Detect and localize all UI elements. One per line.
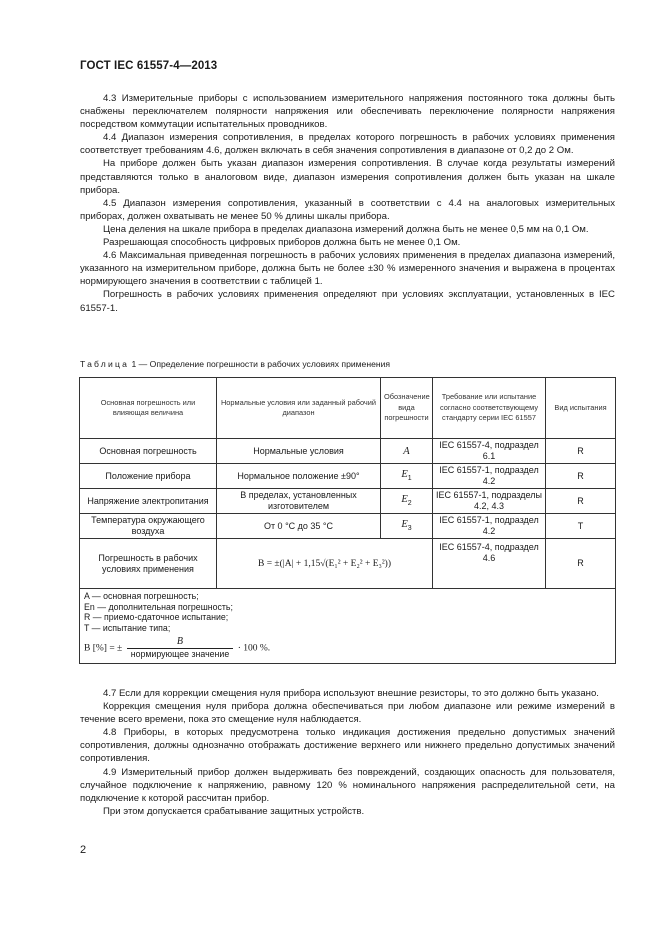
requirement-cell: IEC 61557-4, подраздел 6.1	[433, 439, 546, 464]
paragraph: Погрешность в рабочих условиях применения определяют при условиях эксплуатации, установленных в IEC 61557-1.	[80, 289, 615, 314]
error-formula: B = ±(|A| + 1,15√(E₁² + E₂² + E₃²))	[257, 558, 392, 569]
table-header-row	[80, 378, 616, 439]
paragraph: При этом допускается срабатывание защитных устройств.	[103, 805, 365, 817]
symbol-subscript: 2	[407, 499, 412, 507]
header-cell: Основная погрешность или влияющая величина	[80, 378, 217, 439]
legend-formula-lhs: B [%] = ±	[84, 643, 123, 654]
paragraph: 4.4 Диапазон измерения сопротивления, в пределах которого погрешность в рабочих условиях применения соответствует требованиям 4.6, должен включать в себя значения сопротивления в диапазоне от 0,2 до 2 Ом.	[80, 132, 615, 157]
paragraph: Коррекция смещения нуля прибора должна обеспечиваться при любом диапазоне или режиме измерений в течение всего времени, пока это смещение нуля наблюдается.	[80, 701, 615, 726]
test-cell: R	[546, 439, 616, 464]
legend-line: T — испытание типа;	[84, 622, 171, 633]
symbol-cell	[381, 464, 433, 489]
legend-formula-rhs: · 100 %.	[237, 643, 271, 654]
symbol-cell	[381, 439, 433, 464]
requirement-cell: IEC 61557-1, подраздел 4.2	[433, 464, 546, 489]
legend-line: R — приемо-сдаточное испытание;	[84, 612, 229, 623]
table-legend-row	[80, 589, 616, 664]
symbol: E	[401, 468, 408, 480]
table-row	[80, 489, 616, 514]
symbol: E	[401, 493, 408, 505]
fraction-denominator: нормирующее значение	[130, 648, 230, 659]
requirement-cell: IEC 61557-1, подраздел 4.2	[433, 514, 546, 539]
symbol: E	[401, 518, 408, 530]
paragraph: 4.8 Приборы, в которых предусмотрена только индикация достижения предельно допустимых значений сопротивления, должны однозначно отображать достижение верхнего или нижнего предельно допустимых значений сопротивления.	[80, 727, 615, 765]
conditions-cell: Нормальные условия	[217, 439, 381, 464]
conditions-cell: От 0 °С до 35 °С	[217, 514, 381, 539]
requirement-cell: IEC 61557-1, подразделы 4.2, 4.3	[433, 489, 546, 514]
paragraph: 4.5 Диапазон измерения сопротивления, указанный в соответствии с 4.4 на аналоговых измерительных приборах, должен охватывать не менее 50 % длины шкалы прибора.	[80, 197, 615, 222]
fraction-numerator: B	[127, 637, 234, 649]
paragraph: 4.3 Измерительные приборы с использованием измерительного напряжения постоянного тока должны быть снабжены переключателем полярности напряжения или обеспечивать переключение полярности напряжения посредством коммутации испытательных проводников.	[80, 93, 615, 131]
conditions-cell: Нормальное положение ±90°	[217, 464, 381, 489]
legend-formula	[84, 637, 611, 659]
paragraph: На приборе должен быть указан диапазон измерения сопротивления. В случае когда результаты измерений представляются только в аналоговом виде, диапазон измерения сопротивления должен быть указан на шкале прибора.	[80, 158, 615, 196]
test-cell: R	[546, 464, 616, 489]
test-cell: T	[546, 514, 616, 539]
error-table	[79, 377, 616, 664]
document-header: ГОСТ IEC 61557-4—2013	[80, 60, 218, 72]
table-row	[80, 464, 616, 489]
symbol-subscript: 3	[407, 524, 412, 532]
formula-cell	[217, 539, 433, 589]
body-text-top	[80, 92, 615, 315]
quantity-cell: Напряжение электропитания	[80, 489, 217, 514]
quantity-cell: Температура окружающего воздуха	[80, 514, 217, 539]
test-cell: R	[546, 539, 616, 589]
conditions-cell: В пределах, установленных изготовителем	[217, 489, 381, 514]
table-caption	[80, 359, 390, 369]
quantity-cell: Погрешность в рабочих условиях применения	[80, 539, 217, 589]
header-cell: Обозначение вида погрешности	[381, 378, 433, 439]
table-row	[80, 514, 616, 539]
table-caption-text: 1 — Определение погрешности в рабочих условиях применения	[131, 359, 391, 369]
table-caption-label: Таблица	[80, 359, 130, 369]
legend-line: En — дополнительная погрешность;	[84, 601, 233, 612]
table-row	[80, 439, 616, 464]
page-number: 2	[80, 844, 87, 856]
test-cell: R	[546, 489, 616, 514]
header-cell: Требование или испытание согласно соответствующему стандарту серии IEC 61557	[433, 378, 546, 439]
requirement-cell: IEC 61557-4, подраздел 4.6	[433, 539, 546, 589]
legend-cell	[80, 589, 616, 664]
paragraph: 4.9 Измерительный прибор должен выдерживать без повреждений, создающих опасность для пользователя, случайное подключение к напряжению, равному 120 % номинального напряжения распределительной сети, на подключение к которой рассчитан прибор.	[80, 766, 615, 804]
paragraph: Разрешающая способность цифровых приборов должна быть не менее 0,1 Ом.	[103, 237, 461, 249]
header-cell: Нормальные условия или заданный рабочий диапазон	[217, 378, 381, 439]
quantity-cell: Положение прибора	[80, 464, 217, 489]
quantity-cell: Основная погрешность	[80, 439, 217, 464]
table-row	[80, 539, 616, 589]
body-text-bottom	[80, 687, 615, 818]
paragraph: 4.7 Если для коррекции смещения нуля прибора используют внешние резисторы, то это должно быть указано.	[103, 688, 599, 699]
legend-fraction	[127, 637, 234, 659]
symbol-cell	[381, 489, 433, 514]
legend-line: A — основная погрешность;	[84, 591, 199, 601]
paragraph: Цена деления на шкале прибора в пределах диапазона измерений должна быть не менее 0,5 мм на 0,1 Ом.	[103, 223, 589, 235]
symbol-cell	[381, 514, 433, 539]
header-cell: Вид испытания	[546, 378, 616, 439]
paragraph: 4.6 Максимальная приведенная погрешность в рабочих условиях применения в пределах диапазона измерений, указанного на измерительном приборе, должна быть не более ±30 % измеренного значения и выражена в процентах нормирующего значения в соответствии с таблицей 1.	[80, 250, 615, 288]
symbol: A	[403, 445, 410, 457]
symbol-subscript: 1	[407, 474, 412, 482]
